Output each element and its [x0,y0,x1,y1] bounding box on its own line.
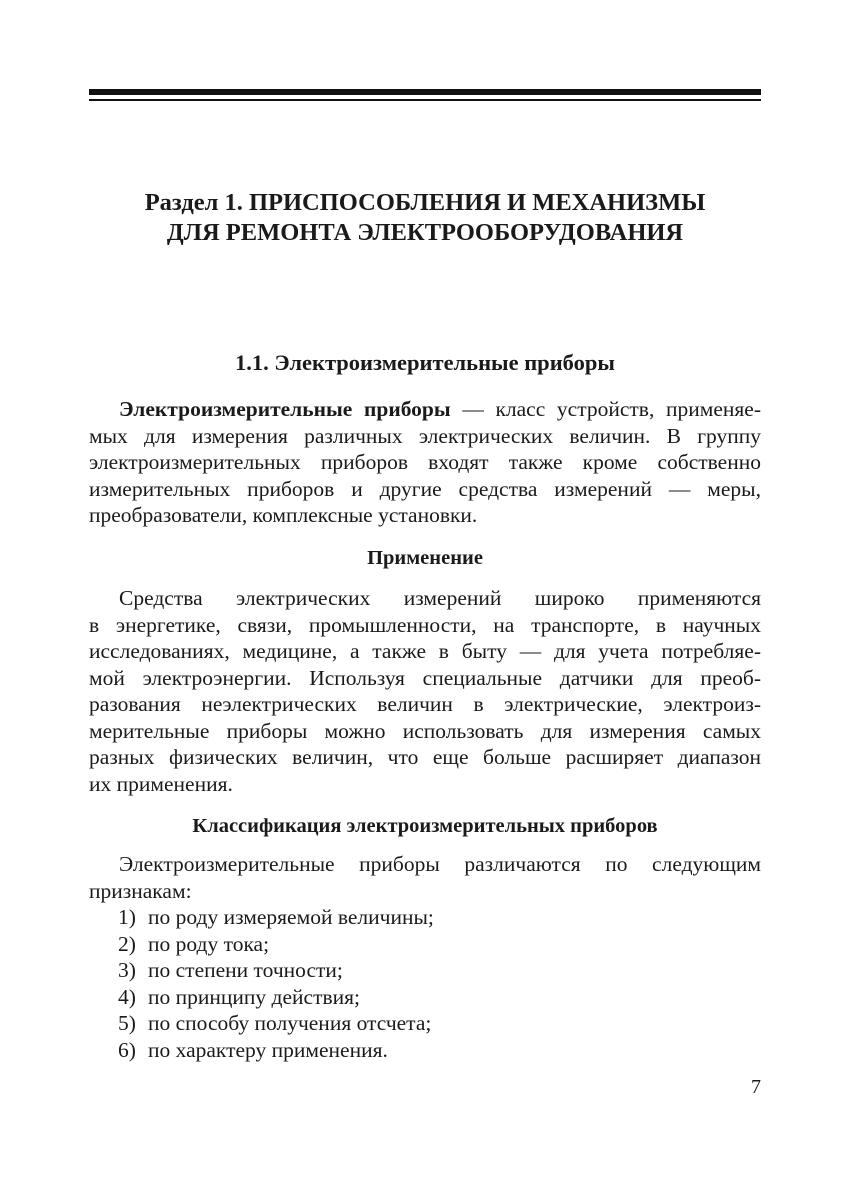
application-paragraph [89,585,761,797]
classification-list [89,904,761,1063]
header-rule-thick [89,89,761,95]
classification-paragraph [89,851,761,904]
list-item-number: 1) [118,905,136,929]
application-line-8: их применения. [89,771,233,796]
list-item-text: по принципу действия; [148,984,360,1009]
list-item-number: 3) [118,958,136,982]
intro-paragraph [89,396,761,529]
list-item-text: по способу получения отсчета; [148,1011,432,1035]
intro-line-2: мых для измерения различных электрических величин. В группу [89,423,761,448]
section-title-line-2: ДЛЯ РЕМОНТА ЭЛЕКТРООБОРУДОВАНИЯ [166,219,684,246]
intro-line-5: преобразователи, комплексные установки. [89,503,478,527]
application-line-2: в энергетике, связи, промышленности, на транспорте, в научных [89,612,761,637]
list-item-number: 5) [118,1011,136,1035]
intro-line-1-rest: — класс устройств, применяе- [450,397,761,421]
list-item-number: 6) [118,1037,136,1062]
header-rule-thin [89,99,761,101]
list-item-number: 4) [118,984,136,1009]
list-item-number: 2) [118,931,136,956]
intro-term: Электроизмерительные приборы [119,397,451,421]
classification-line-1: Электроизмерительные приборы различаются по следующим [119,852,761,876]
application-line-3: исследованиях, медицине, а также в быту — для учета потребляе- [89,639,761,663]
list-item-text: по степени точности; [148,958,343,982]
application-line-6: мерительные приборы можно использовать для измерения самых [89,718,761,743]
list-item [89,984,761,1011]
intro-line-1 [89,396,761,423]
list-item-text: по роду измеряемой величины; [148,905,434,929]
list-item-text: по роду тока; [148,931,270,956]
subsection-title: 1.1. Электроизмерительные приборы [235,350,615,375]
application-line-4: мой электроэнергии. Используя специальные датчики для преоб- [89,665,761,690]
classification-heading: Классификация электроизмерительных приборов [192,815,658,837]
list-item [89,1010,761,1037]
list-item-text: по характеру применения. [148,1037,388,1062]
list-item [89,931,761,958]
application-line-7: разных физических величин, что еще больше расширяет диапазон [89,745,761,769]
application-heading: Применение [367,547,483,569]
classification-line-2: признакам: [89,878,192,903]
application-line-5: разования неэлектрических величин в электрические, электроиз- [89,692,761,716]
list-item [89,957,761,984]
intro-line-4: измерительных приборов и другие средства измерений — меры, [89,476,761,501]
list-item [89,904,761,931]
section-title-line-1: Раздел 1. ПРИСПОСОБЛЕНИЯ И МЕХАНИЗМЫ [144,189,706,216]
page-number: 7 [751,1076,761,1098]
section-title [89,188,761,248]
list-item [89,1037,761,1064]
intro-line-3: электроизмерительных приборов входят также кроме собственно [89,450,761,474]
application-line-1: Средства электрических измерений широко применяются [119,586,761,610]
